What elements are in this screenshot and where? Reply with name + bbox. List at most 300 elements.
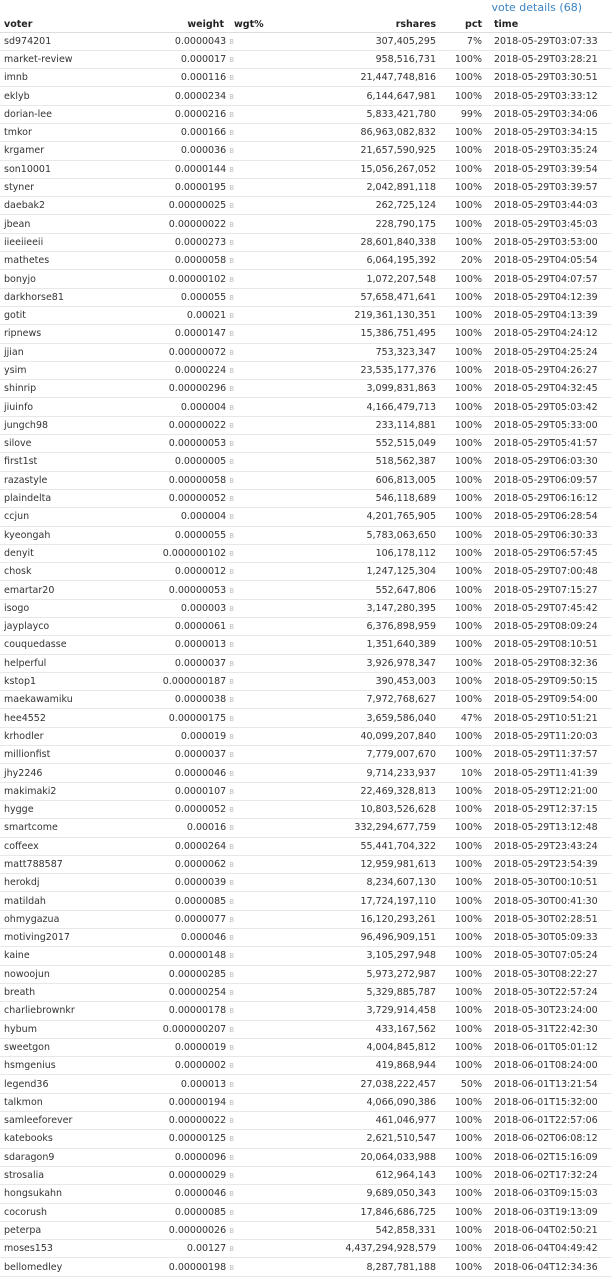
- currency-symbol: B: [229, 623, 234, 632]
- weight-value: 0.000003: [180, 602, 227, 614]
- wgt-cell: [234, 910, 344, 928]
- time-value: 2018-05-29T03:39:57: [494, 182, 598, 194]
- time-value: 2018-05-29T03:30:51: [494, 72, 598, 84]
- weight-value: 0.000019: [180, 730, 227, 742]
- weight-cell: [122, 178, 234, 196]
- pct-value: 10%: [460, 767, 482, 779]
- wgt-cell: [234, 215, 344, 233]
- weight-value: 0.000013: [180, 1078, 227, 1090]
- wgt-cell: [234, 800, 344, 818]
- voter-name: hybum: [4, 1023, 37, 1035]
- weight-cell: [122, 1002, 234, 1020]
- voter-name: bellomedley: [4, 1261, 63, 1273]
- time-value: 2018-06-04T12:34:36: [494, 1261, 598, 1273]
- weight-cell: [122, 1130, 234, 1148]
- weight-value: 0.00000125: [168, 1133, 227, 1145]
- voter-name: iieeiieeii: [4, 236, 44, 248]
- time-value: 2018-05-29T07:15:27: [494, 584, 598, 596]
- voter-name: breath: [4, 987, 36, 999]
- pct-value: 100%: [454, 364, 482, 376]
- currency-symbol: B: [229, 897, 234, 906]
- time-value: 2018-05-29T11:37:57: [494, 749, 598, 761]
- weight-value: 0.000000207: [162, 1023, 227, 1035]
- weight-cell: [122, 965, 234, 983]
- wgt-cell: [234, 599, 344, 617]
- wgt-cell: [234, 1075, 344, 1093]
- voter-name: samleeforever: [4, 1115, 73, 1127]
- weight-cell: [122, 892, 234, 910]
- voter-name: maekawamiku: [4, 694, 73, 706]
- table-row: [0, 727, 612, 745]
- voter-name: imnb: [4, 72, 28, 84]
- voter-name: gotit: [4, 310, 26, 322]
- voter-name: ysim: [4, 364, 27, 376]
- weight-cell: [122, 1203, 234, 1221]
- pct-value: 100%: [454, 1224, 482, 1236]
- voter-name: shinrip: [4, 383, 37, 395]
- pct-value: 100%: [454, 310, 482, 322]
- currency-symbol: B: [229, 696, 234, 705]
- voter-name: millionfist: [4, 749, 51, 761]
- table-row: [0, 105, 612, 123]
- weight-value: 0.0000096: [174, 1151, 227, 1163]
- time-value: 2018-05-29T08:32:36: [494, 657, 598, 669]
- pct-value: 100%: [454, 163, 482, 175]
- pct-value: 100%: [454, 419, 482, 431]
- rshares-value: 606,813,005: [375, 474, 436, 486]
- table-row: [0, 197, 612, 215]
- weight-cell: [122, 32, 234, 50]
- voter-name: styner: [4, 182, 35, 194]
- rshares-value: 57,658,471,641: [360, 291, 436, 303]
- time-value: 2018-06-01T15:32:00: [494, 1096, 598, 1108]
- currency-symbol: B: [229, 110, 234, 119]
- time-value: 2018-05-29T04:12:39: [494, 291, 598, 303]
- time-value: 2018-05-29T03:07:33: [494, 35, 598, 47]
- weight-value: 0.000017: [180, 53, 227, 65]
- rshares-value: 552,515,049: [375, 438, 436, 450]
- wgt-cell: [234, 1203, 344, 1221]
- wgt-cell: [234, 123, 344, 141]
- voter-name: market-review: [4, 53, 73, 65]
- rshares-value: 3,729,914,458: [366, 1005, 436, 1017]
- weight-value: 0.000000102: [162, 547, 227, 559]
- currency-symbol: B: [229, 714, 234, 723]
- rshares-value: 86,963,082,832: [360, 127, 436, 139]
- weight-cell: [122, 288, 234, 306]
- voter-name: plaindelta: [4, 493, 52, 505]
- wgt-cell: [234, 709, 344, 727]
- weight-value: 0.00000254: [168, 987, 227, 999]
- time-value: 2018-05-29T03:35:24: [494, 145, 598, 157]
- rshares-value: 6,376,898,959: [366, 621, 436, 633]
- currency-symbol: B: [229, 403, 234, 412]
- wgt-cell: [234, 563, 344, 581]
- weight-value: 0.0000052: [174, 804, 227, 816]
- time-value: 2018-05-29T04:26:27: [494, 364, 598, 376]
- weight-cell: [122, 526, 234, 544]
- wgt-cell: [234, 636, 344, 654]
- table-row: [0, 764, 612, 782]
- table-row: [0, 252, 612, 270]
- pct-value: 7%: [466, 35, 482, 47]
- rshares-value: 4,437,294,928,579: [345, 1243, 436, 1255]
- pct-value: 100%: [454, 694, 482, 706]
- votes-table: [0, 18, 612, 1277]
- weight-value: 0.0000061: [174, 621, 227, 633]
- weight-value: 0.00000022: [168, 419, 227, 431]
- currency-symbol: B: [229, 1226, 234, 1235]
- weight-value: 0.00000072: [168, 346, 227, 358]
- rshares-value: 332,294,677,759: [354, 822, 436, 834]
- table-row: [0, 361, 612, 379]
- rshares-value: 461,046,977: [375, 1115, 436, 1127]
- rshares-value: 419,868,944: [375, 1060, 436, 1072]
- pct-value: 100%: [454, 584, 482, 596]
- pct-value: 100%: [454, 90, 482, 102]
- currency-symbol: B: [229, 1245, 234, 1254]
- weight-value: 0.00000052: [168, 493, 227, 505]
- time-value: 2018-06-04T04:49:42: [494, 1243, 598, 1255]
- time-value: 2018-05-30T00:10:51: [494, 877, 598, 889]
- voter-name: krhodler: [4, 730, 44, 742]
- currency-symbol: B: [229, 879, 234, 888]
- rshares-value: 4,166,479,713: [366, 401, 436, 413]
- rshares-value: 20,064,033,988: [360, 1151, 436, 1163]
- weight-cell: [122, 435, 234, 453]
- rshares-value: 433,167,562: [375, 1023, 436, 1035]
- table-row: [0, 1038, 612, 1056]
- rshares-value: 5,783,063,650: [366, 529, 436, 541]
- pct-value: 100%: [454, 1041, 482, 1053]
- table-row: [0, 983, 612, 1001]
- wgt-cell: [234, 50, 344, 68]
- currency-symbol: B: [229, 1025, 234, 1034]
- pct-value: 100%: [454, 127, 482, 139]
- time-value: 2018-06-01T08:24:00: [494, 1060, 598, 1072]
- rshares-value: 233,114,881: [375, 419, 436, 431]
- currency-symbol: B: [229, 641, 234, 650]
- voter-name: jungch98: [4, 419, 49, 431]
- weight-cell: [122, 1258, 234, 1276]
- table-row: [0, 672, 612, 690]
- time-value: 2018-06-02T15:16:09: [494, 1151, 598, 1163]
- time-value: 2018-05-29T23:43:24: [494, 840, 598, 852]
- header-pct[interactable]: pct: [436, 18, 482, 32]
- currency-symbol: B: [229, 806, 234, 815]
- rshares-value: 15,056,267,052: [360, 163, 436, 175]
- time-value: 2018-06-01T22:57:06: [494, 1115, 598, 1127]
- wgt-cell: [234, 983, 344, 1001]
- weight-cell: [122, 929, 234, 947]
- time-value: 2018-05-29T04:05:54: [494, 255, 598, 267]
- time-value: 2018-05-29T06:57:45: [494, 547, 598, 559]
- table-row: [0, 123, 612, 141]
- voter-name: peterpa: [4, 1224, 42, 1236]
- currency-symbol: B: [229, 531, 234, 540]
- voter-name: makimaki2: [4, 785, 57, 797]
- weight-value: 0.0000144: [174, 163, 227, 175]
- pct-value: 20%: [460, 255, 482, 267]
- table-row: [0, 746, 612, 764]
- rshares-value: 9,689,050,343: [366, 1188, 436, 1200]
- weight-value: 0.00000285: [168, 968, 227, 980]
- time-value: 2018-05-29T09:50:15: [494, 676, 598, 688]
- pct-value: 100%: [454, 53, 482, 65]
- table-row: [0, 654, 612, 672]
- weight-cell: [122, 453, 234, 471]
- pct-value: 100%: [454, 785, 482, 797]
- weight-value: 0.0000234: [174, 90, 227, 102]
- voter-name: darkhorse81: [4, 291, 64, 303]
- rshares-value: 106,178,112: [375, 547, 436, 559]
- weight-cell: [122, 654, 234, 672]
- wgt-cell: [234, 526, 344, 544]
- weight-value: 0.0000055: [174, 529, 227, 541]
- time-value: 2018-05-30T22:57:24: [494, 987, 598, 999]
- header-weight[interactable]: weight: [122, 18, 234, 32]
- currency-symbol: B: [229, 769, 234, 778]
- pct-value: 100%: [454, 1133, 482, 1145]
- rshares-value: 753,323,347: [375, 346, 436, 358]
- wgt-cell: [234, 288, 344, 306]
- weight-value: 0.0000085: [174, 895, 227, 907]
- weight-value: 0.00000194: [168, 1096, 227, 1108]
- weight-cell: [122, 947, 234, 965]
- time-value: 2018-05-29T04:24:12: [494, 328, 598, 340]
- pct-value: 100%: [454, 1023, 482, 1035]
- pct-value: 100%: [454, 1206, 482, 1218]
- rshares-value: 546,118,689: [375, 493, 436, 505]
- pct-value: 100%: [454, 657, 482, 669]
- header-time[interactable]: time: [482, 18, 612, 32]
- voter-name: charliebrownkr: [4, 1005, 75, 1017]
- pct-value: 47%: [460, 712, 482, 724]
- rshares-value: 27,038,222,457: [360, 1078, 436, 1090]
- voter-name: krgamer: [4, 145, 45, 157]
- weight-cell: [122, 837, 234, 855]
- weight-cell: [122, 361, 234, 379]
- wgt-cell: [234, 1002, 344, 1020]
- rshares-value: 7,972,768,627: [366, 694, 436, 706]
- table-row: [0, 965, 612, 983]
- weight-value: 0.0000216: [174, 108, 227, 120]
- rshares-value: 518,562,387: [375, 456, 436, 468]
- time-value: 2018-06-03T09:15:03: [494, 1188, 598, 1200]
- weight-cell: [122, 764, 234, 782]
- time-value: 2018-05-29T03:34:06: [494, 108, 598, 120]
- currency-symbol: B: [229, 970, 234, 979]
- weight-value: 0.0000012: [174, 566, 227, 578]
- currency-symbol: B: [229, 202, 234, 211]
- weight-cell: [122, 270, 234, 288]
- weight-cell: [122, 233, 234, 251]
- table-row: [0, 1185, 612, 1203]
- table-row: [0, 233, 612, 251]
- weight-value: 0.0000107: [174, 785, 227, 797]
- weight-cell: [122, 50, 234, 68]
- voter-name: jjian: [4, 346, 24, 358]
- table-row: [0, 453, 612, 471]
- voter-name: chosk: [4, 566, 32, 578]
- weight-value: 0.000116: [180, 72, 227, 84]
- currency-symbol: B: [229, 440, 234, 449]
- wgt-cell: [234, 618, 344, 636]
- weight-cell: [122, 87, 234, 105]
- time-value: 2018-05-31T22:42:30: [494, 1023, 598, 1035]
- voter-name: ripnews: [4, 328, 42, 340]
- rshares-value: 3,105,297,948: [366, 950, 436, 962]
- pct-value: 100%: [454, 273, 482, 285]
- currency-symbol: B: [229, 513, 234, 522]
- weight-cell: [122, 746, 234, 764]
- voter-name: helperful: [4, 657, 47, 669]
- voter-name: ccjun: [4, 511, 30, 523]
- pct-value: 100%: [454, 182, 482, 194]
- pct-value: 100%: [454, 1005, 482, 1017]
- currency-symbol: B: [229, 147, 234, 156]
- table-row: [0, 855, 612, 873]
- wgt-cell: [234, 691, 344, 709]
- weight-value: 0.0000013: [174, 639, 227, 651]
- rshares-value: 3,659,586,040: [366, 712, 436, 724]
- voter-name: hongsukahn: [4, 1188, 63, 1200]
- weight-value: 0.0000002: [174, 1060, 227, 1072]
- weight-value: 0.00000022: [168, 218, 227, 230]
- time-value: 2018-05-29T13:12:48: [494, 822, 598, 834]
- weight-cell: [122, 599, 234, 617]
- weight-cell: [122, 197, 234, 215]
- table-row: [0, 581, 612, 599]
- pct-value: 100%: [454, 1151, 482, 1163]
- pct-value: 100%: [454, 968, 482, 980]
- weight-cell: [122, 910, 234, 928]
- weight-cell: [122, 398, 234, 416]
- currency-symbol: B: [229, 604, 234, 613]
- rshares-value: 21,657,590,925: [360, 145, 436, 157]
- currency-symbol: B: [229, 1153, 234, 1162]
- pct-value: 100%: [454, 950, 482, 962]
- header-rshares[interactable]: rshares: [344, 18, 436, 32]
- table-row: [0, 215, 612, 233]
- wgt-cell: [234, 654, 344, 672]
- weight-cell: [122, 1038, 234, 1056]
- wgt-cell: [234, 160, 344, 178]
- vote-details-link[interactable]: vote details (68): [491, 1, 582, 14]
- rshares-value: 55,441,704,322: [360, 840, 436, 852]
- wgt-cell: [234, 178, 344, 196]
- wgt-cell: [234, 361, 344, 379]
- currency-symbol: B: [229, 568, 234, 577]
- voter-name: cocorush: [4, 1206, 47, 1218]
- weight-value: 0.00000178: [168, 1005, 227, 1017]
- rshares-value: 5,833,421,780: [366, 108, 436, 120]
- weight-cell: [122, 855, 234, 873]
- wgt-cell: [234, 544, 344, 562]
- table-row: [0, 1112, 612, 1130]
- weight-value: 0.00021: [186, 310, 227, 322]
- rshares-value: 6,064,195,392: [366, 255, 436, 267]
- pct-value: 100%: [454, 730, 482, 742]
- time-value: 2018-05-30T05:09:33: [494, 932, 598, 944]
- voter-name: denyit: [4, 547, 34, 559]
- weight-cell: [122, 1240, 234, 1258]
- weight-value: 0.00000025: [168, 200, 227, 212]
- rshares-value: 23,535,177,376: [360, 364, 436, 376]
- voter-name: sdaragon9: [4, 1151, 55, 1163]
- voter-name: sd974201: [4, 35, 52, 47]
- table-row: [0, 489, 612, 507]
- time-value: 2018-05-29T11:20:03: [494, 730, 598, 742]
- pct-value: 99%: [460, 108, 482, 120]
- time-value: 2018-05-30T00:41:30: [494, 895, 598, 907]
- currency-symbol: B: [229, 732, 234, 741]
- currency-symbol: B: [229, 1117, 234, 1126]
- pct-value: 100%: [454, 438, 482, 450]
- weight-cell: [122, 800, 234, 818]
- currency-symbol: B: [229, 385, 234, 394]
- table-row: [0, 929, 612, 947]
- table-row: [0, 270, 612, 288]
- currency-symbol: B: [229, 842, 234, 851]
- pct-value: 100%: [454, 859, 482, 870]
- table-row: [0, 544, 612, 562]
- weight-cell: [122, 727, 234, 745]
- weight-cell: [122, 325, 234, 343]
- header-wgt[interactable]: wgt%: [234, 18, 344, 32]
- time-value: 2018-05-30T23:24:00: [494, 1005, 598, 1017]
- voter-name: son10001: [4, 163, 52, 175]
- weight-cell: [122, 1185, 234, 1203]
- table-row: [0, 709, 612, 727]
- currency-symbol: B: [229, 586, 234, 595]
- voter-name: kyeongah: [4, 529, 51, 541]
- rshares-value: 552,647,806: [375, 584, 436, 596]
- voter-name: talkmon: [4, 1096, 43, 1108]
- pct-value: 100%: [454, 401, 482, 413]
- weight-value: 0.0000264: [174, 840, 227, 852]
- weight-value: 0.00000296: [168, 383, 227, 395]
- weight-value: 0.0000147: [174, 328, 227, 340]
- weight-value: 0.00000053: [168, 584, 227, 596]
- wgt-cell: [234, 435, 344, 453]
- table-row: [0, 1093, 612, 1111]
- weight-value: 0.0000085: [174, 1206, 227, 1218]
- weight-cell: [122, 636, 234, 654]
- weight-value: 0.000036: [180, 145, 227, 157]
- table-row: [0, 325, 612, 343]
- header-voter[interactable]: voter: [0, 18, 122, 32]
- voter-name: smartcome: [4, 822, 58, 834]
- pct-value: 100%: [454, 474, 482, 486]
- time-value: 2018-05-29T03:53:00: [494, 236, 598, 248]
- time-value: 2018-05-29T03:44:03: [494, 200, 598, 212]
- currency-symbol: B: [229, 312, 234, 321]
- time-value: 2018-06-01T13:21:54: [494, 1078, 598, 1090]
- wgt-cell: [234, 270, 344, 288]
- weight-value: 0.000166: [180, 127, 227, 139]
- time-value: 2018-05-29T03:45:03: [494, 218, 598, 230]
- wgt-cell: [234, 1130, 344, 1148]
- wgt-cell: [234, 508, 344, 526]
- currency-symbol: B: [229, 824, 234, 833]
- time-value: 2018-05-29T03:33:12: [494, 90, 598, 102]
- pct-value: 100%: [454, 749, 482, 761]
- wgt-cell: [234, 105, 344, 123]
- rshares-value: 21,447,748,816: [360, 72, 436, 84]
- table-row: [0, 526, 612, 544]
- voter-name: dorian-lee: [4, 108, 52, 120]
